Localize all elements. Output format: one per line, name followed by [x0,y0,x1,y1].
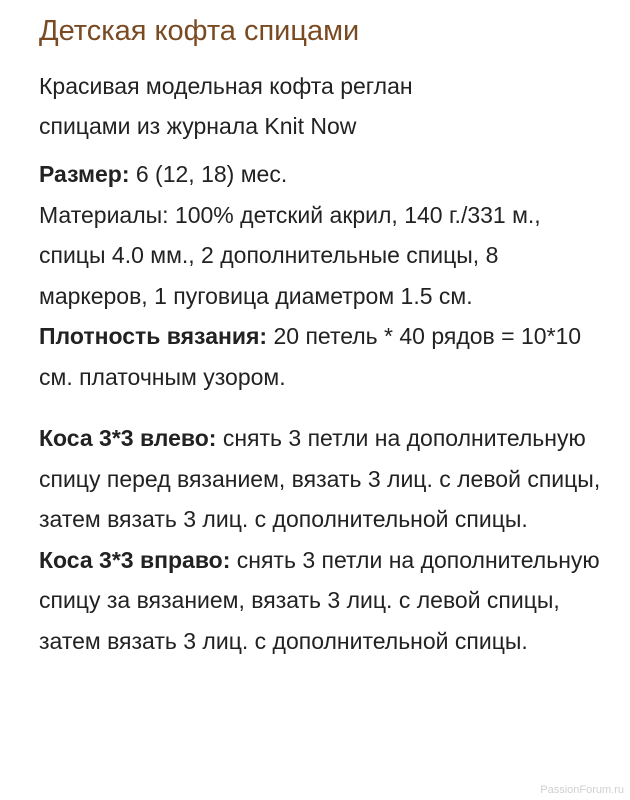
cable-right-value: снять 3 петли на дополнительную спицу за вязанием, вязать 3 лиц. с левой спицы, затем вязать 3 лиц. с дополнительной спицы. [39,546,600,654]
size-paragraph [39,154,604,195]
cable-right-paragraph [39,540,604,662]
article-intro: Красивая модельная кофта реглан спицами из журнала Knit Now [39,73,413,139]
watermark: PassionForum.ru [540,784,624,796]
page-title: Детская кофта спицами [39,15,360,47]
density-paragraph [39,316,604,397]
cable-left-value: снять 3 петли на дополнительную спицу перед вязанием, вязать 3 лиц. с левой спицы, затем вязать 3 лиц. с дополнительной спицы. [39,425,601,532]
cable-left-label: Коса 3*3 влево: [39,425,217,451]
cable-right-label: Коса 3*3 вправо: [39,546,231,573]
density-label: Плотность вязания: [39,323,268,349]
density-value: 20 петель * 40 рядов = 10*10 см. платочным узором. [39,323,582,390]
size-label: Размер: [39,161,130,187]
materials-paragraph: Материалы: 100% детский акрил, 140 г./331 м., спицы 4.0 мм., 2 дополнительные спицы, 8 маркеров, 1 пуговица диаметром 1.5 см. [39,201,541,309]
size-value: 6 (12, 18) мес. [129,161,288,187]
cable-left-paragraph [39,418,604,540]
